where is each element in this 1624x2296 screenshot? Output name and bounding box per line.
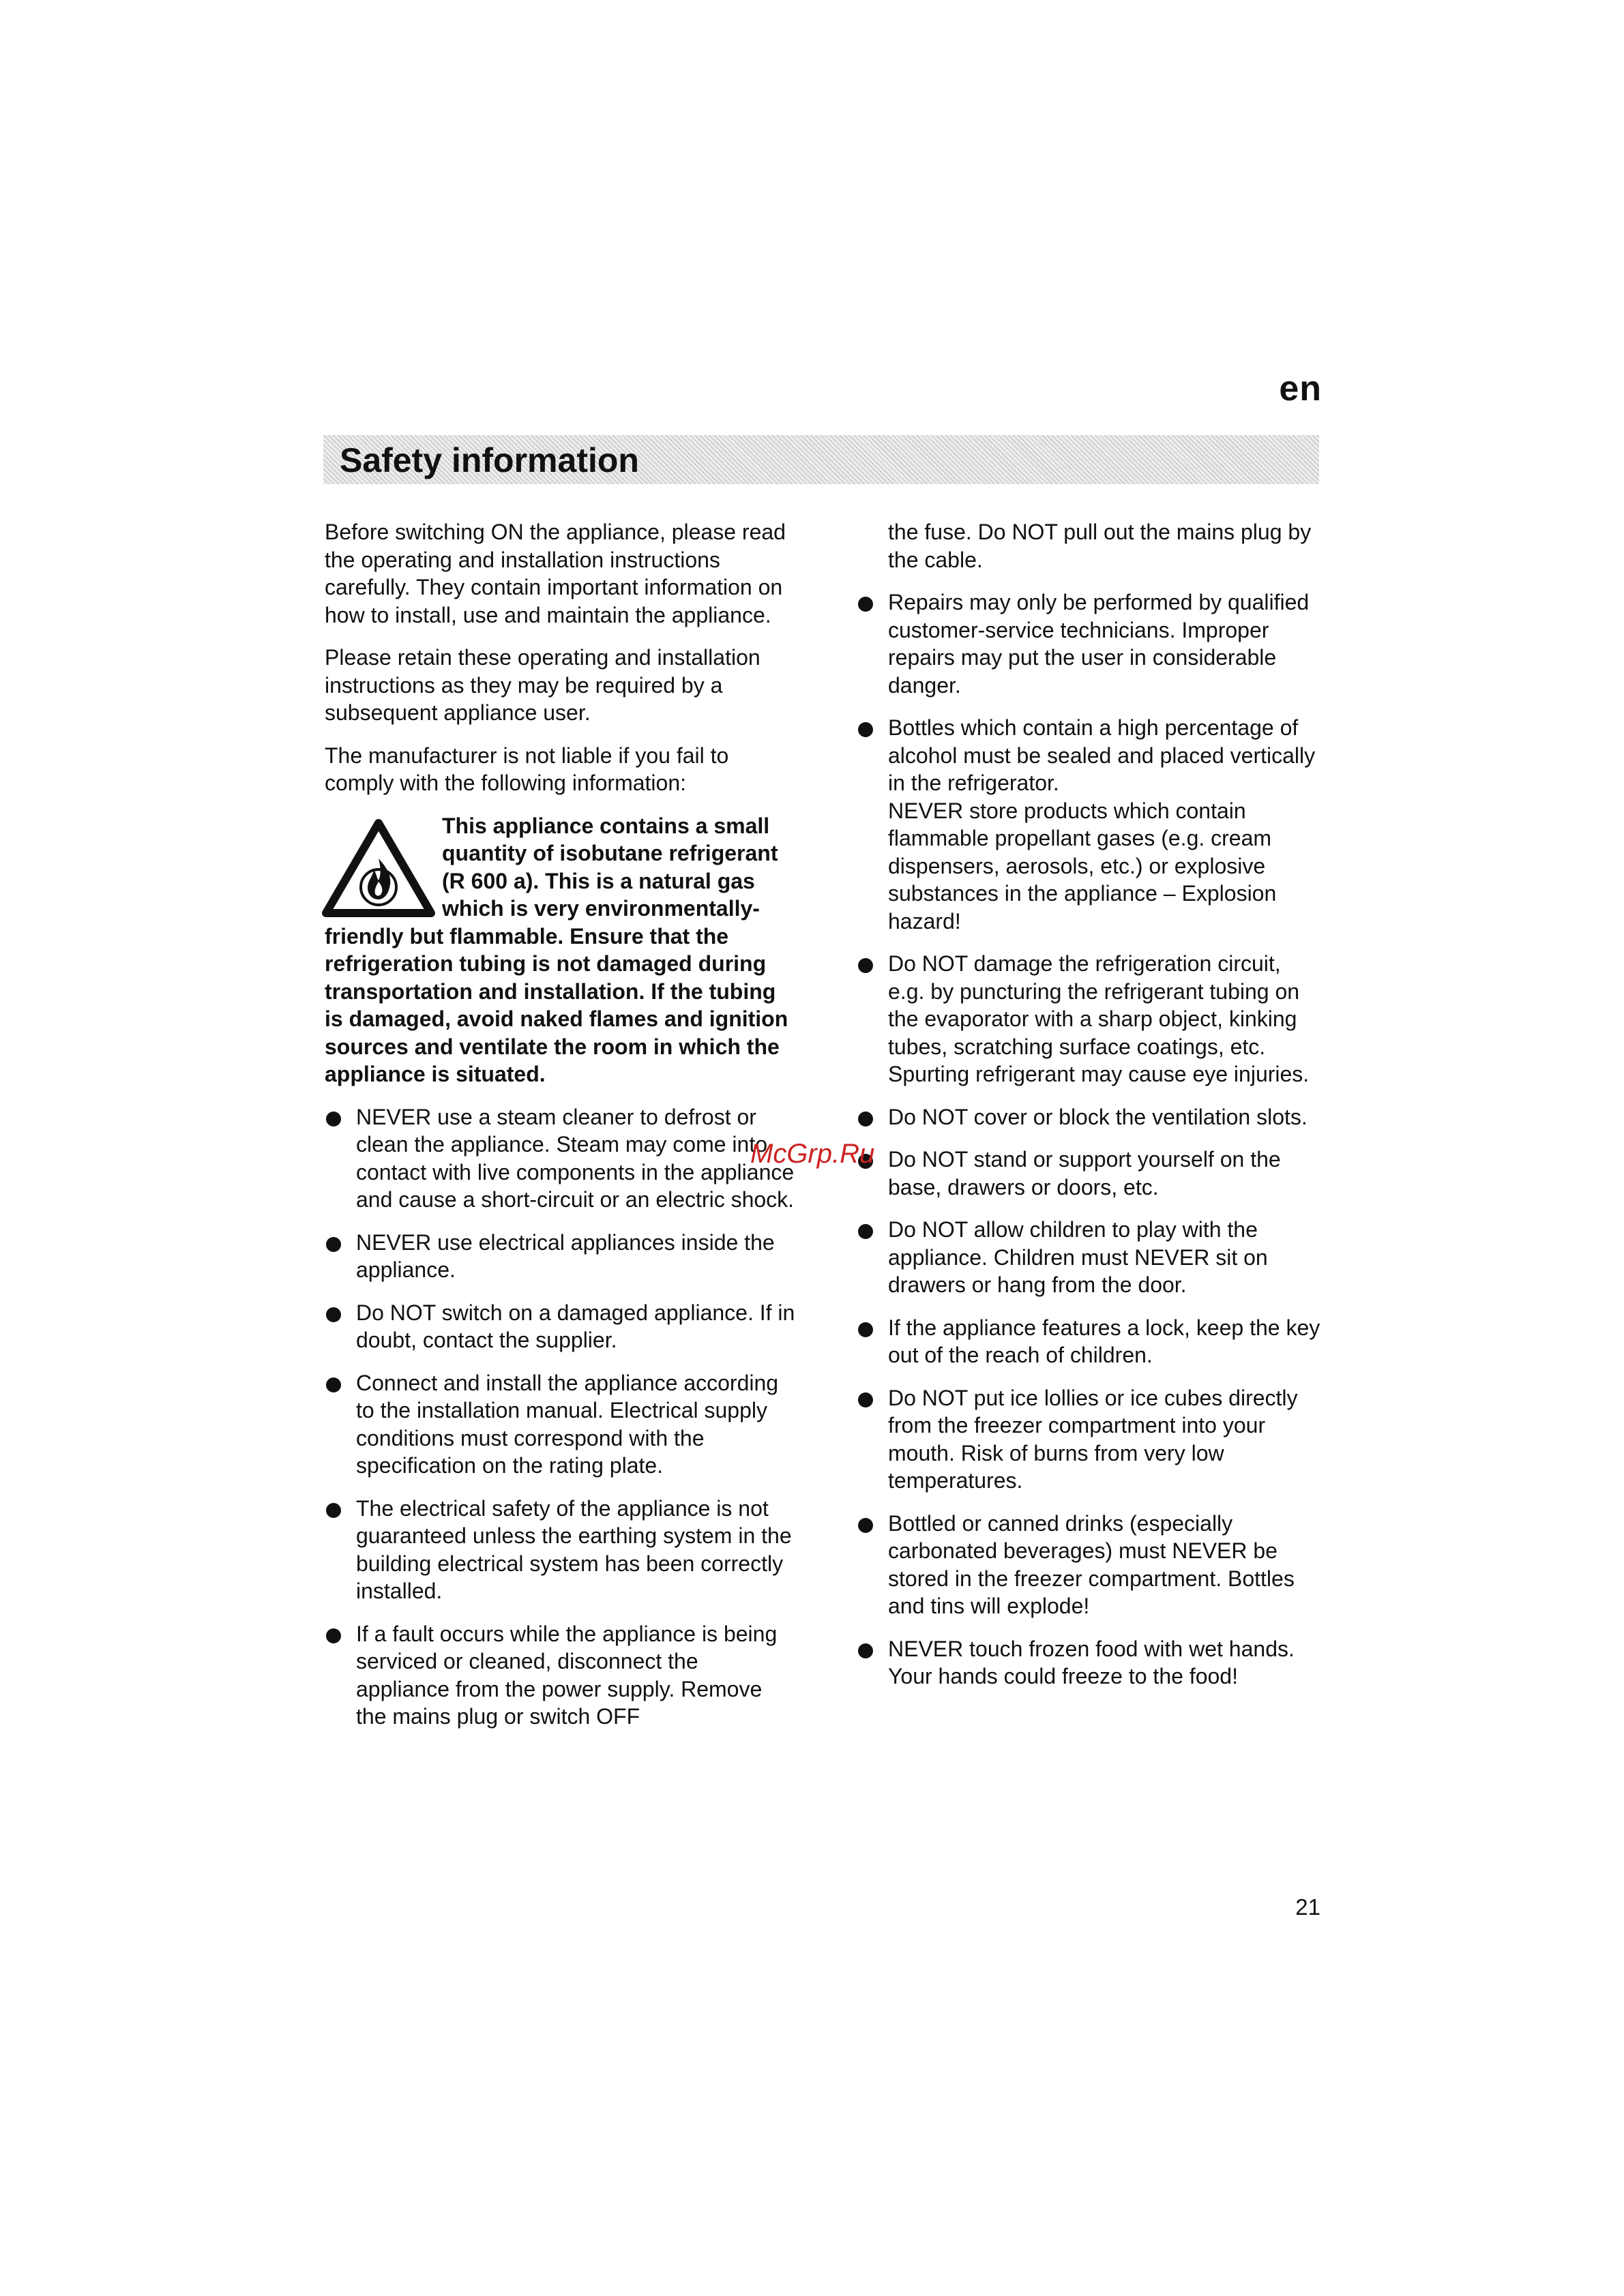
page-number: 21 [1295,1894,1320,1920]
bullet-icon [858,958,873,973]
list-item: Do NOT switch on a damaged appliance. If in doubt, contact the supplier. [325,1299,795,1354]
bottles-extra-text: NEVER store products which contain flammable propellant gases (e.g. cream dispensers, aerosols, etc.) or explosive substances in the appliance – Explosion hazard! [888,798,1277,934]
list-item: Do NOT put ice lollies or ice cubes directly from the freezer compartment into your mouth. Risk of burns from very low temperatures. [857,1384,1320,1495]
list-item: Bottles which contain a high percentage of alcohol must be sealed and placed vertically in the refrigerator. NEVER store products which contain flammable propellant gases (e.g. cream dispensers, aerosols, etc.) or explosive substances in the appliance – Explosion hazard! [857,714,1320,935]
continued-text: the fuse. Do NOT pull out the mains plug by the cable. [888,520,1312,572]
bullet-icon [858,722,873,737]
list-item: If the appliance features a lock, keep the key out of the reach of children. [857,1314,1320,1369]
list-item: Do NOT cover or block the ventilation slots. [857,1103,1320,1131]
list-item: NEVER use electrical appliances inside the appliance. [325,1229,795,1284]
intro-paragraph-2: Please retain these operating and installation instructions as they may be required by a subsequent appliance user. [325,645,761,725]
list-item: The electrical safety of the appliance is not guaranteed unless the earthing system in the building electrical system has been correctly installed. [325,1495,795,1605]
right-bullet-list [857,588,1320,1690]
intro-paragraph-3: The manufacturer is not liable if you fail to comply with the following information: [325,743,729,795]
list-item: NEVER use a steam cleaner to defrost or clean the appliance. Steam may come into contact with live components in the appliance and cause a short-circuit or an electric shock. [325,1103,795,1214]
bullet-icon [326,1377,341,1392]
bullet-icon [326,1237,341,1252]
bullet-icon [858,1112,873,1127]
flammable-warning-text: This appliance contains a small quantity of isobutane refrigerant (R 600 a). This is a natural gas which is very environmentally-friendly but flammable. Ensure that the refrigeration tubing is not damaged during transportation and installation. If the tubing is damaged, avoid naked flames and ignition sources and ventilate the room in which the appliance is situated. [325,813,788,1086]
section-title: Safety information [340,441,639,479]
bullet-icon [858,1518,873,1533]
bullet-icon [326,1112,341,1127]
section-title-bar [323,435,1319,484]
intro-paragraph-1: Before switching ON the appliance, please read the operating and installation instructions carefully. They contain important information on how to install, use and maintain the appliance. [325,520,786,627]
list-item: Bottled or canned drinks (especially carbonated beverages) must NEVER be stored in the freezer compartment. Bottles and tins will explode! [857,1510,1320,1620]
language-code: en [1279,369,1322,408]
list-item: If a fault occurs while the appliance is being serviced or cleaned, disconnect the appliance from the power supply. Remove the mains plug or switch OFF [325,1620,795,1731]
left-column [325,518,795,1746]
bullet-icon [858,597,873,612]
bullet-icon [326,1307,341,1322]
bullet-icon [326,1628,341,1643]
list-item: Repairs may only be performed by qualified customer-service technicians. Improper repairs may put the user in considerable danger. [857,588,1320,699]
list-item: NEVER touch frozen food with wet hands. Your hands could freeze to the food! [857,1635,1320,1690]
list-item: Connect and install the appliance according to the installation manual. Electrical supply conditions must correspond with the specification on the rating plate. [325,1369,795,1480]
bullet-icon [858,1322,873,1337]
bullet-icon [858,1643,873,1658]
list-item: Do NOT allow children to play with the appliance. Children must NEVER sit on drawers or hang from the door. [857,1216,1320,1299]
right-column [857,518,1320,1705]
flammable-warning [325,812,795,1088]
watermark-link[interactable]: McGrp.Ru [750,1139,875,1169]
bullet-icon [326,1503,341,1518]
list-item: Do NOT damage the refrigeration circuit, e.g. by puncturing the refrigerant tubing on the evaporator with a sharp object, kinking tubes, scratching surface coatings, etc. Spurting refrigerant may cause eye injuries. [857,950,1320,1088]
flammable-warning-icon [322,819,435,918]
bullet-icon [858,1392,873,1407]
list-item: Do NOT stand or support yourself on the base, drawers or doors, etc. [857,1146,1320,1201]
left-bullet-list [325,1103,795,1731]
bullet-icon [858,1224,873,1239]
